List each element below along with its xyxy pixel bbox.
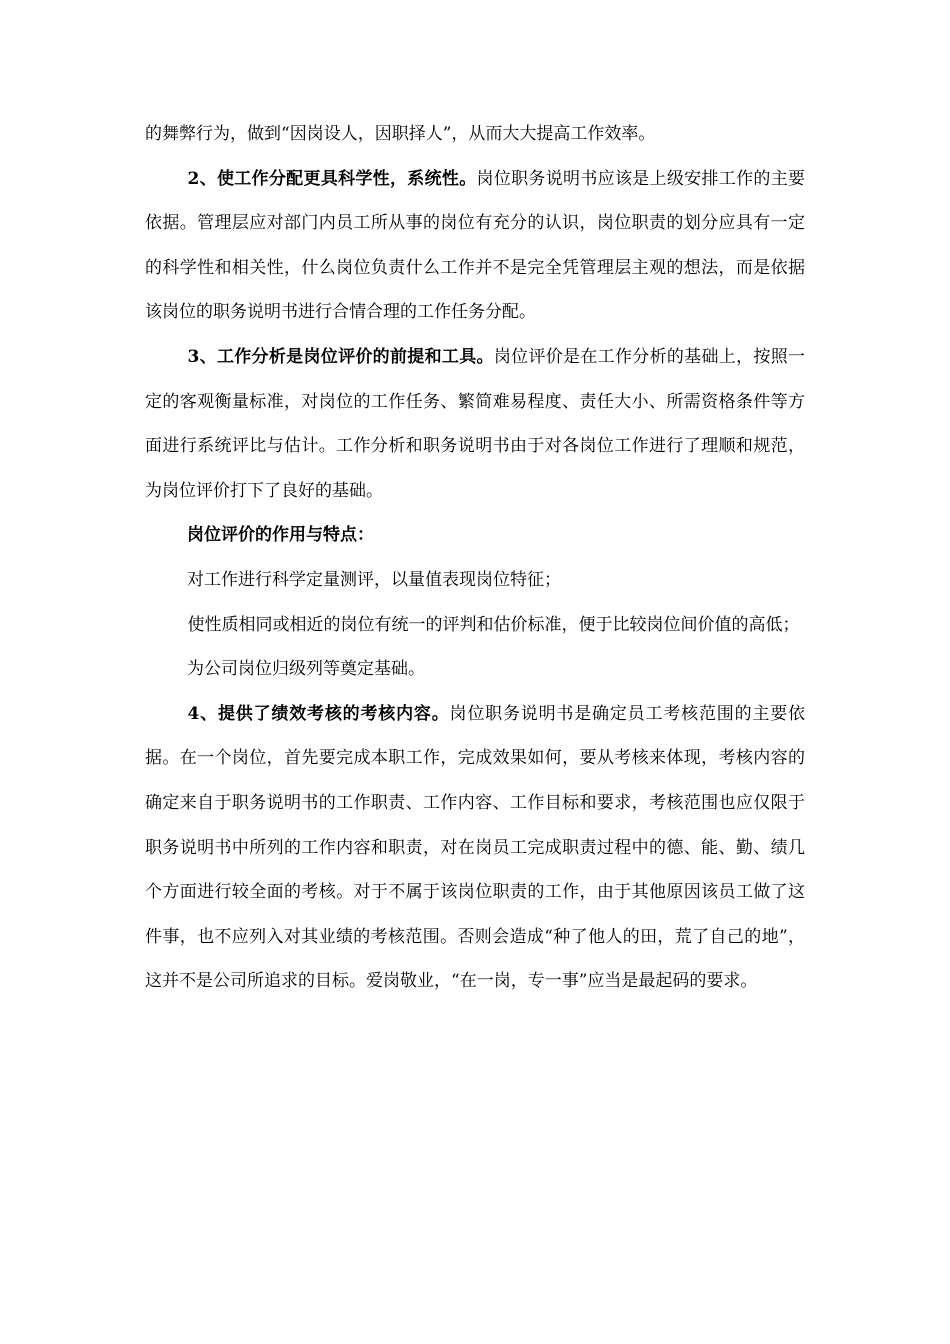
paragraph-heading: 4、提供了绩效考核的考核内容。 (187, 703, 450, 724)
paragraph-text: 的舞弊行为，做到“因岗设人，因职择人”，从而大大提高工作效率。 (145, 124, 656, 144)
paragraph-text: 岗位职务说明书应该是上级安排工作的主要依据。管理层应对部门内员工所从事的岗位有充分的认识，岗位职责的划分应具有一定的科学性和相关性，什么岗位负责什么工作并不是完全凭管理层主观的想法，而是依据该岗位的职务说明书进行合情合理的工作任务分配。 (145, 168, 806, 323)
paragraph-text: 岗位职务说明书是确定员工考核范围的主要依据。在一个岗位，首先要完成本职工作，完成效果如何，要从考核来体现，考核内容的确定来自于职务说明书的工作职责、工作内容、工作目标和要求，考核范围也应仅限于职务说明书中所列的工作内容和职责，对在岗员工完成职责过程中的德、能、勤、绩几个方面进行较全面的考核。对于不属于该岗位职责的工作，由于其他原因该员工做了这件事，也不应列入对其业绩的考核范围。否则会造成“种了他人的田，荒了自己的地”，这并不是公司所追求的目标。爱岗敬业，“在一岗，专一事”应当是最起码的要求。 (145, 703, 806, 992)
list-item-text: 为公司岗位归级列等奠定基础。 (187, 659, 425, 680)
paragraph-heading: 2、使工作分配更具科学性，系统性。 (187, 168, 477, 189)
paragraph-heading: 3、工作分析是岗位评价的前提和工具。 (187, 346, 494, 367)
paragraph-job-analysis (145, 335, 805, 513)
document-page (145, 112, 805, 1004)
paragraph-work-allocation (145, 157, 805, 335)
list-item-text: 使性质相同或相近的岗位有统一的评判和估价标准，便于比较岗位间价值的高低； (187, 614, 800, 635)
list-item-text: 对工作进行科学定量测评，以量值表现岗位特征； (187, 569, 561, 590)
list-item (145, 558, 805, 603)
paragraph-performance-review (145, 692, 805, 1004)
subheading-text: 岗位评价的作用与特点： (187, 525, 374, 546)
list-item (145, 603, 805, 648)
list-item (145, 647, 805, 692)
paragraph-continuation (145, 112, 805, 157)
section-subheading (145, 513, 805, 558)
paragraph-text: 岗位评价是在工作分析的基础上，按照一定的客观衡量标准，对岗位的工作任务、繁简难易程度、责任大小、所需资格条件等方面进行系统评比与估计。工作分析和职务说明书由于对各岗位工作进行了理顺和规范，为岗位评价打下了良好的基础。 (145, 346, 806, 501)
